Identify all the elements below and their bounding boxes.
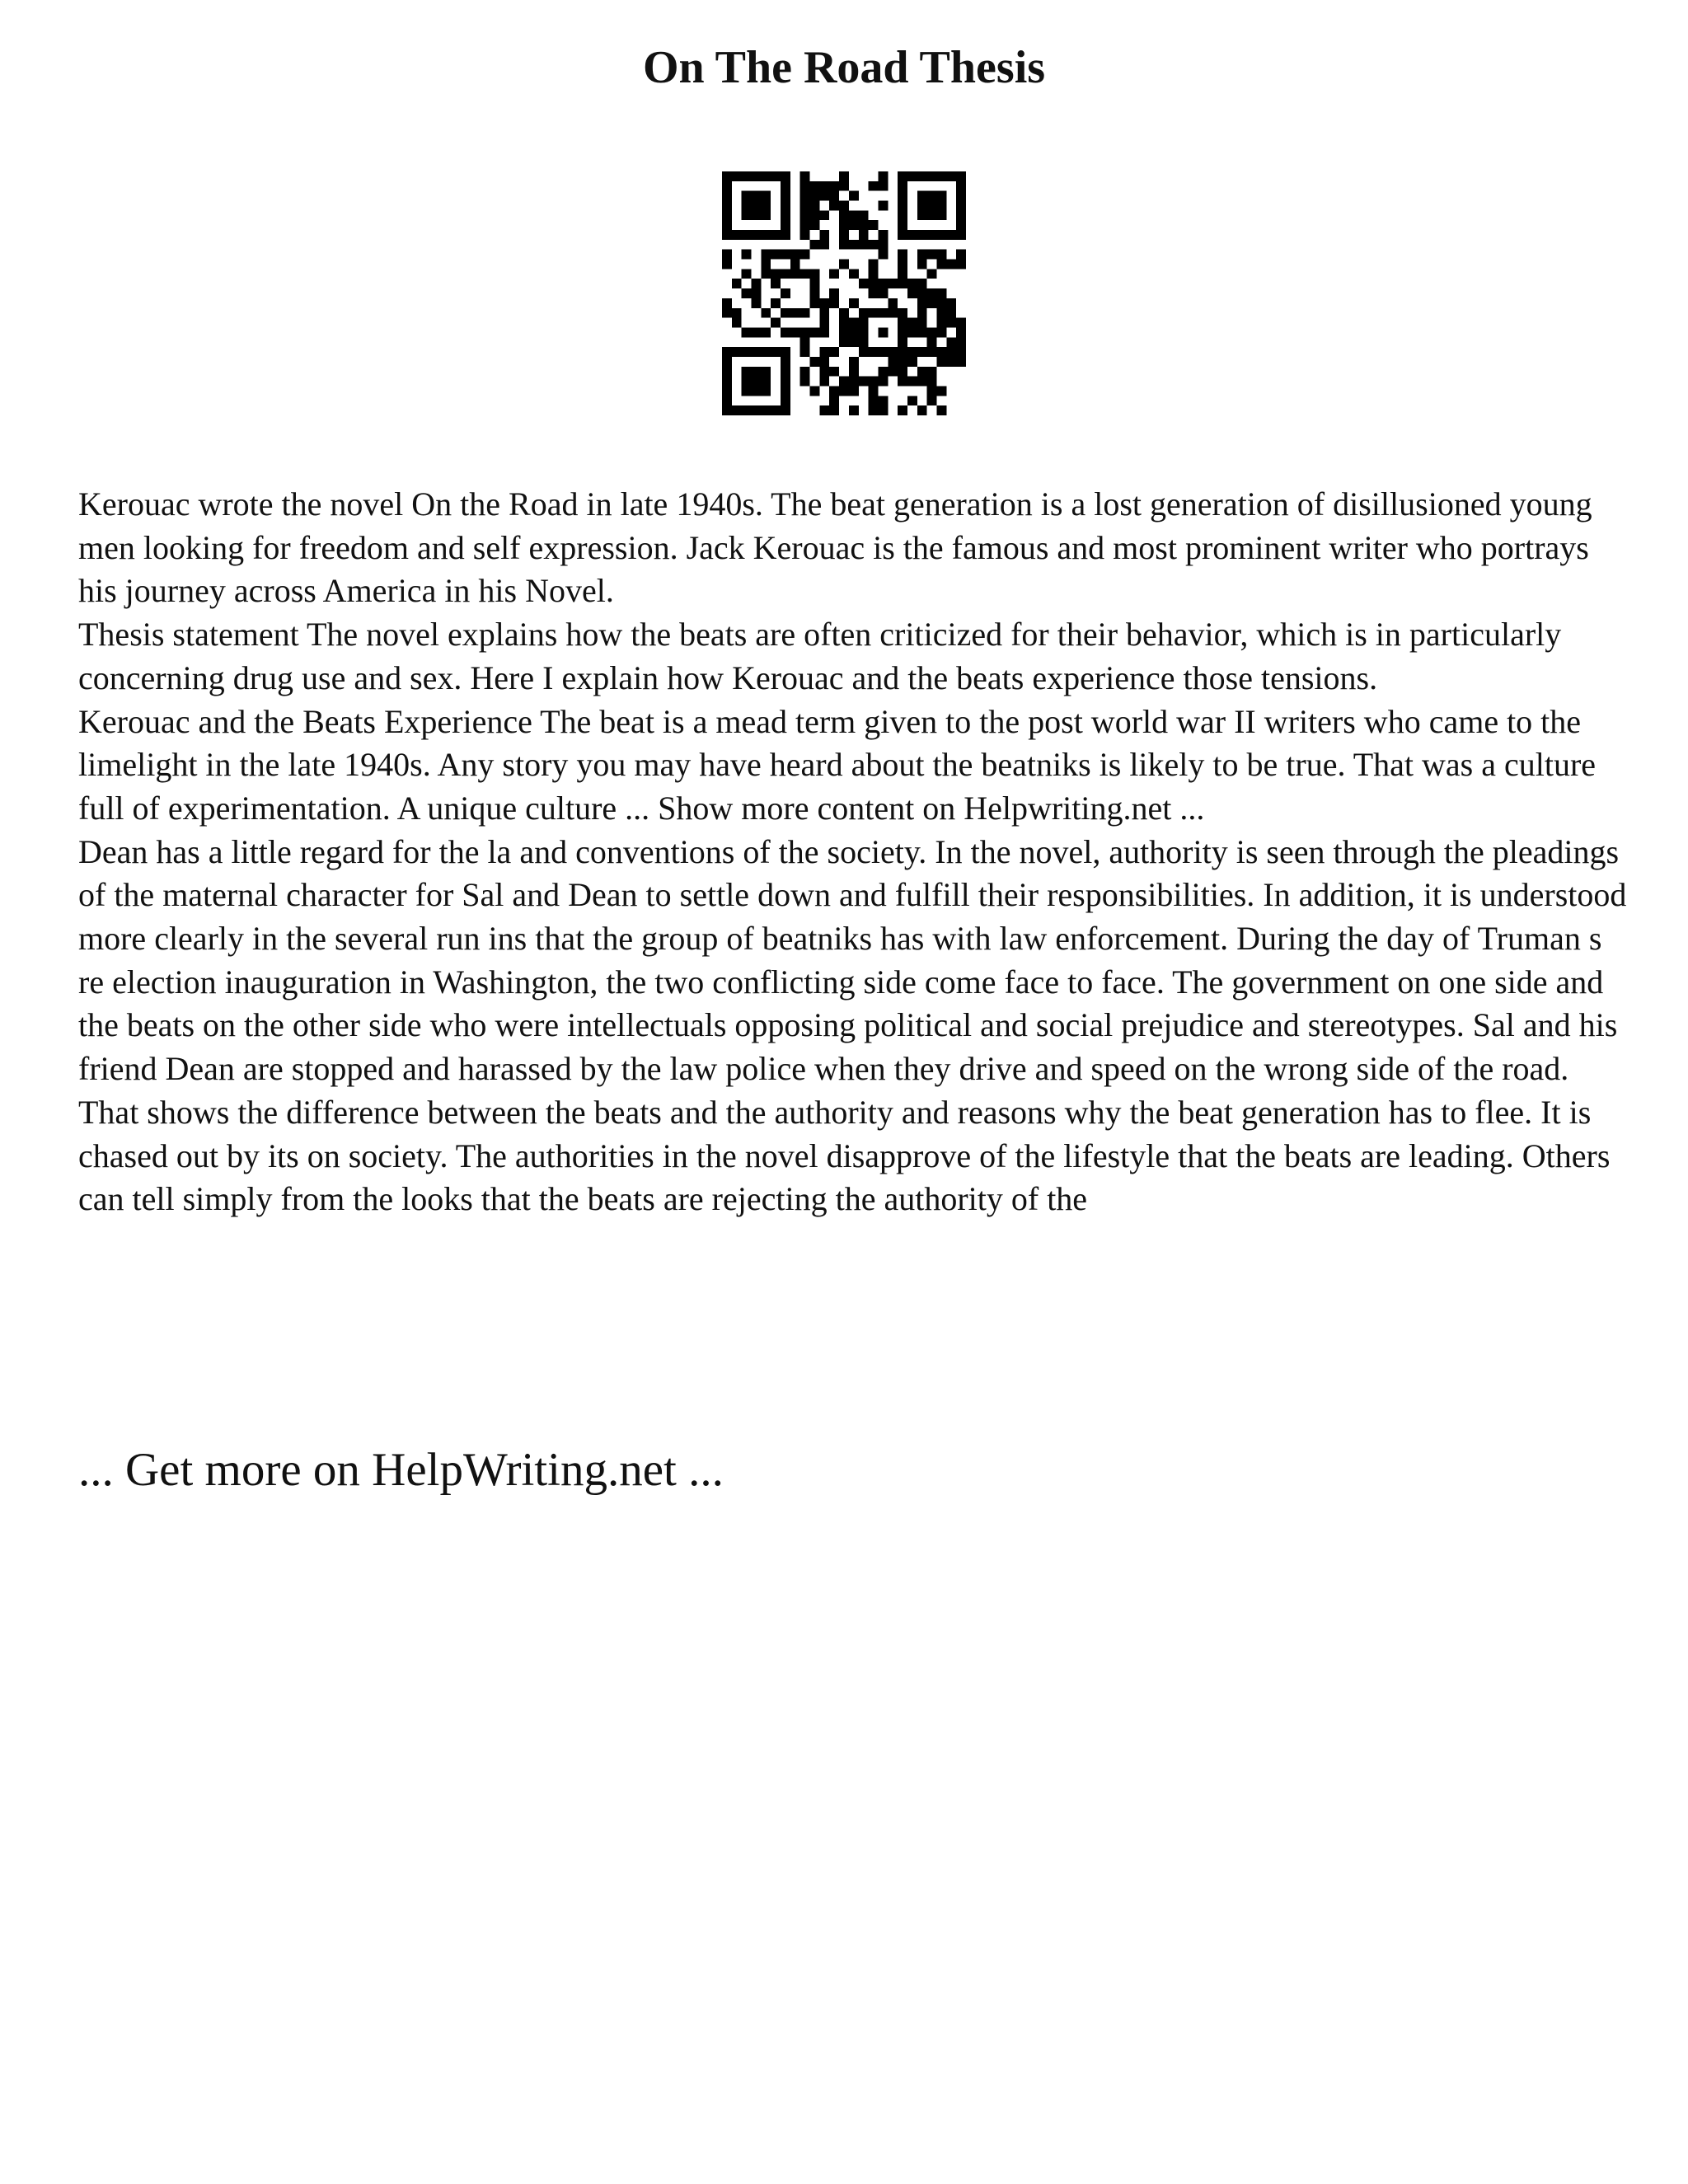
paragraph-thesis: Thesis statement The novel explains how the beats are often criticized for their behavior, which is in particularly concerning drug use and sex. Here I explain how Kerouac and the beats experience those tensions. <box>78 616 1562 696</box>
document-title: On The Road Thesis <box>642 42 1046 93</box>
paragraph-beats-experience: Kerouac and the Beats Experience The beat is a mead term given to the post world war II writers who came to the limelight in the late 1940s. Any story you may have heard about the beatniks is likely to be true. That was a culture full of experimentation. A unique culture ... Show more content on Helpwriting.net ... <box>78 702 1597 827</box>
get-more-link[interactable]: ... Get more on HelpWriting.net ... <box>78 1444 724 1496</box>
paragraph-intro: Kerouac wrote the novel On the Road in late 1940s. The beat generation is a lost generation of disillusioned young men looking for freedom and self expression. Jack Kerouac is the famous and most prominent writer who portrays his journey across America in his Novel. <box>78 485 1592 610</box>
body-text <box>78 483 1628 1221</box>
qr-code-graphic <box>722 171 966 415</box>
qr-code-icon[interactable] <box>722 171 966 415</box>
paragraph-dean-authority: Dean has a little regard for the la and conventions of the society. In the novel, authority is seen through the pleadings of the maternal character for Sal and Dean to settle down and fulfill their responsibilities. In addition, it is understood more clearly in the several run ins that the group of beatniks has with law enforcement. During the day of Truman s re election inauguration in Washington, the two conflicting side come face to face. The government on one side and the beats on the other side who were intellectuals opposing political and social prejudice and stereotypes. Sal and his friend Dean are stopped and harassed by the law police when they drive and speed on the wrong side of the road. That shows the difference between the beats and the authority and reasons why the beat generation has to flee. It is chased out by its on society. The authorities in the novel disapprove of the lifestyle that the beats are leading. Others can tell simply from the looks that the beats are rejecting the authority of the <box>78 832 1627 1218</box>
